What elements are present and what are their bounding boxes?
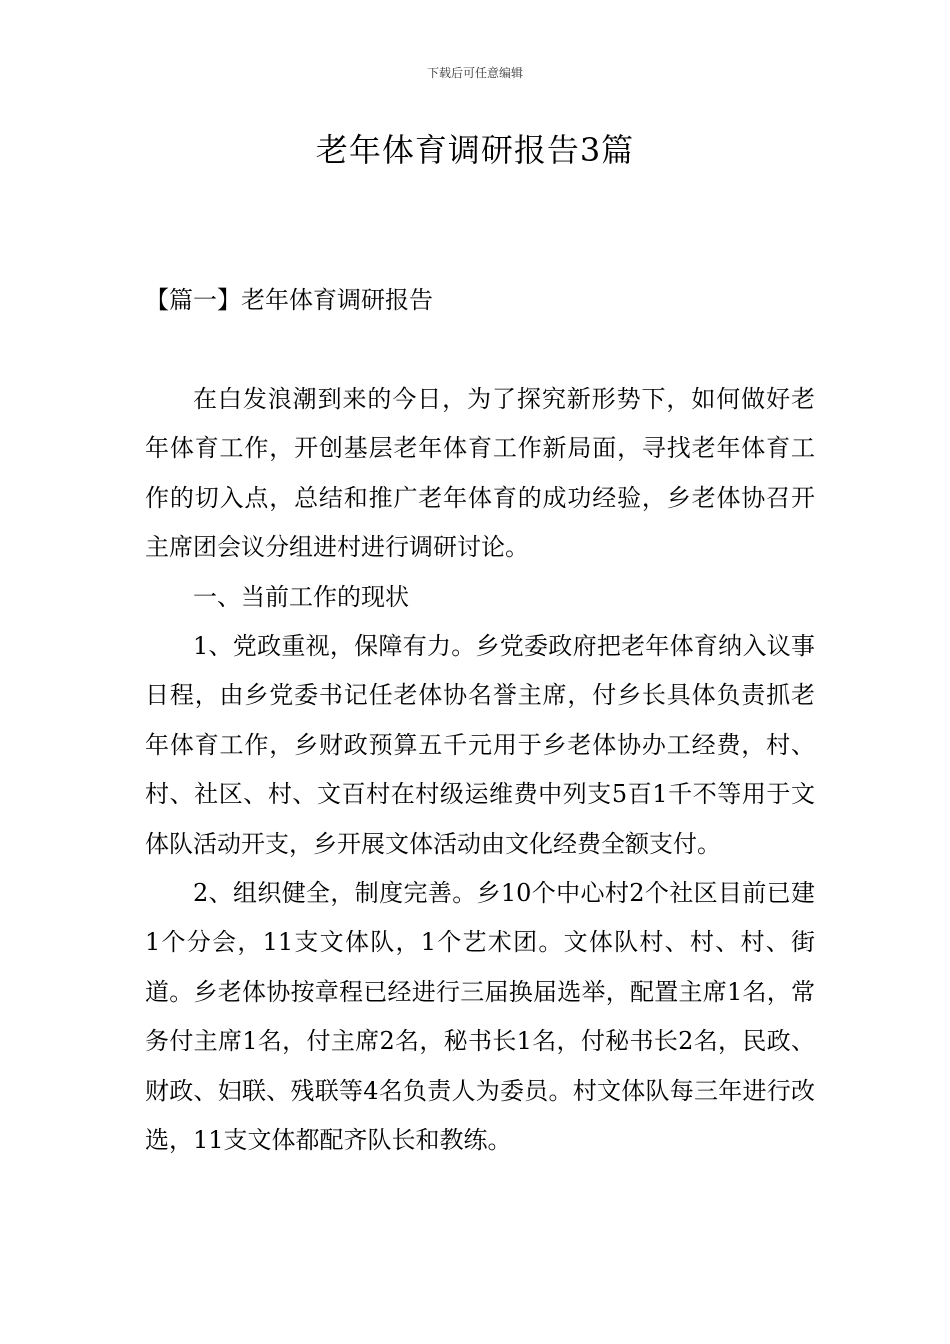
document-body [145,375,815,1166]
paragraph-point-2: 2、组织健全，制度完善。乡10个中心村2个社区目前已建1个分会，11支文体队，1个艺术团。文体队村、村、村、街道。乡老体协按章程已经进行三届换届选举，配置主席1名，常务付主席1名，付主席2名，秘书长1名，付秘书长2名，民政、财政、妇联、残联等4名负责人为委员。村文体队每三年进行改选，11支文体都配齐队长和教练。 [145,879,815,1155]
document-title: 老年体育调研报告3篇 [315,131,635,169]
section-heading: 【篇一】老年体育调研报告 [145,286,433,314]
paragraph-point-1: 1、党政重视，保障有力。乡党委政府把老年体育纳入议事日程，由乡党委书记任老体协名誉主席，付乡长具体负责抓老年体育工作，乡财政预算五千元用于乡老体协办工经费，村、村、社区、村、文百村在村级运维费中列支5百1千不等用于文体队活动开支，乡开展文体活动由文化经费全额支付。 [145,632,815,858]
paragraph-subheading-status: 一、当前工作的现状 [193,582,409,611]
header-note: 下载后可任意编辑 [426,66,523,80]
paragraph-intro: 在白发浪潮到来的今日，为了探究新形势下，如何做好老年体育工作，开创基层老年体育工作新局面，寻找老年体育工作的切入点，总结和推广老年体育的成功经验，乡老体协召开主席团会议分组进村进行调研讨论。 [145,385,815,562]
